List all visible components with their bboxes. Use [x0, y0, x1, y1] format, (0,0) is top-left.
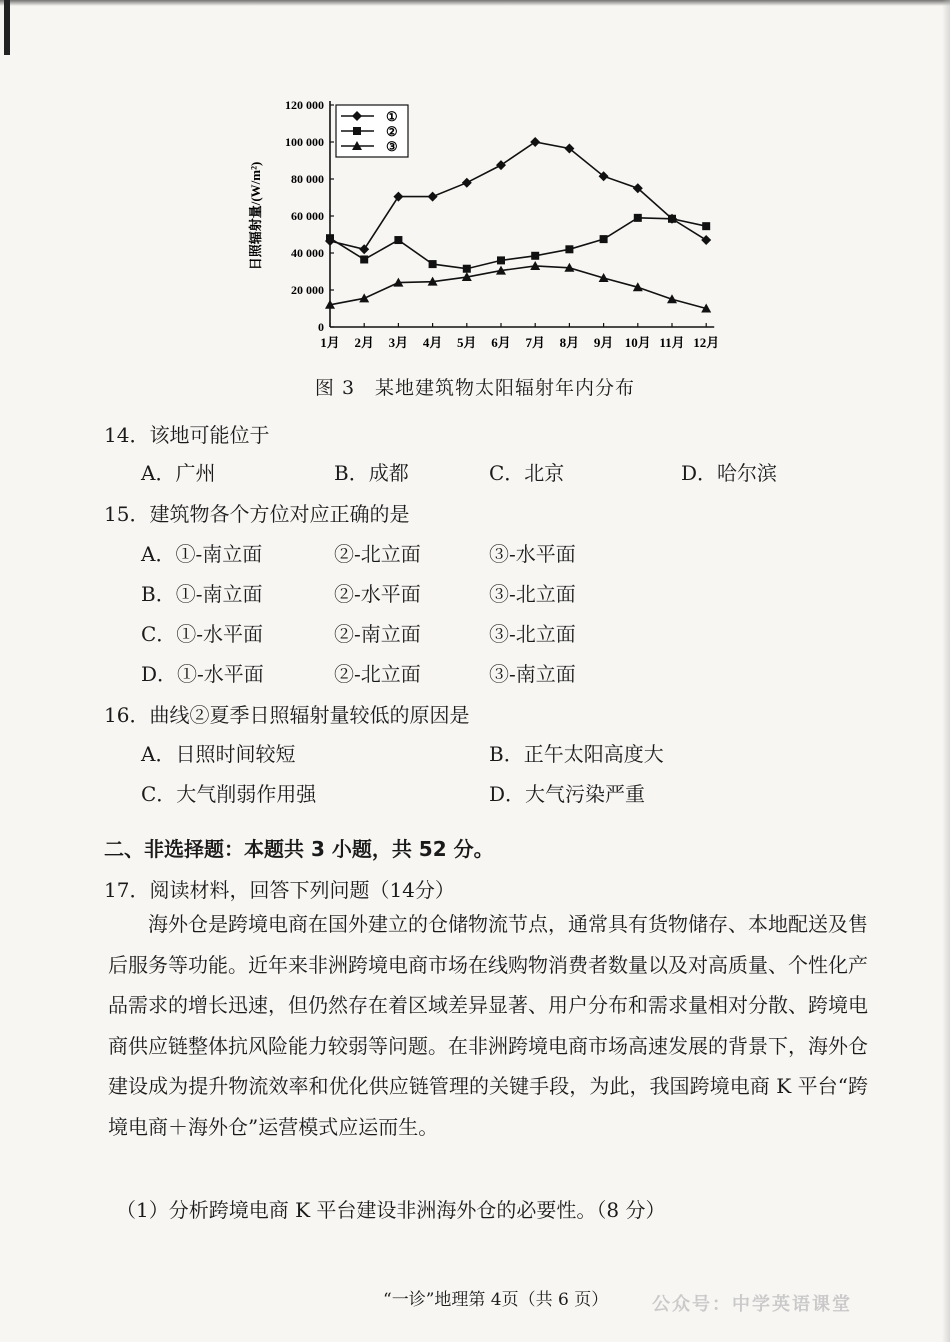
x-tick-label: 11月 [659, 335, 685, 350]
q14-stem: 14．该地可能位于 [104, 423, 270, 447]
x-tick-label: 8月 [559, 335, 580, 350]
series-2-point [326, 234, 334, 242]
x-tick-label: 6月 [491, 335, 511, 350]
page-footer: “一诊”地理第 4页（共 6 页） [383, 1290, 609, 1310]
y-tick-label: 80 000 [291, 172, 324, 186]
q15-option-b-2: ②-水平面 [334, 582, 421, 606]
q15-option-c-2: ②-南立面 [334, 622, 421, 646]
series-2-point [634, 214, 642, 222]
y-tick-label: 60 000 [291, 209, 324, 223]
q15-option-d-1: D．①-水平面 [141, 662, 264, 686]
watermark: 公众号：中学英语课堂 [652, 1294, 852, 1315]
q15-option-d-2: ②-北立面 [334, 662, 421, 686]
figure-caption: 图 3 某地建筑物太阳辐射年内分布 [314, 377, 636, 399]
q14-option-b: B．成都 [334, 461, 409, 485]
q16-option-a: A．日照时间较短 [141, 742, 296, 766]
x-tick-label: 12月 [693, 335, 720, 350]
scan-edge-left [4, 0, 10, 55]
q15-option-b-3: ③-北立面 [489, 582, 576, 606]
scan-edge-right [942, 0, 950, 1342]
y-tick-label: 20 000 [291, 283, 324, 297]
x-tick-label: 7月 [525, 335, 545, 350]
y-tick-label: 0 [318, 320, 324, 334]
q16-option-d: D．大气污染严重 [489, 782, 646, 806]
q14-option-a: A．广州 [141, 461, 216, 485]
q15-option-c-3: ③-北立面 [489, 622, 576, 646]
x-tick-label: 2月 [354, 335, 374, 350]
series-2-point [702, 222, 710, 230]
q15-option-a-3: ③-水平面 [489, 542, 576, 566]
series-1-point [393, 192, 403, 202]
series-3-point [359, 293, 369, 302]
scan-edge-top [0, 0, 950, 6]
y-tick-label: 120 000 [285, 98, 324, 112]
series-1-point [428, 192, 438, 202]
legend-label: ① [386, 109, 398, 124]
series-1-point [359, 244, 369, 254]
q15-stem: 15．建筑物各个方位对应正确的是 [104, 502, 410, 526]
legend-label: ③ [386, 139, 398, 154]
q15-option-a-2: ②-北立面 [334, 542, 421, 566]
series-2-point [429, 260, 437, 268]
series-2-point [497, 256, 505, 264]
series-2-point [394, 236, 402, 244]
series-2-point [565, 245, 573, 253]
q14-option-c: C．北京 [489, 461, 565, 485]
series-line-1 [330, 142, 706, 249]
q15-option-a-1: A．①-南立面 [141, 542, 263, 566]
q15-option-b-1: B．①-南立面 [141, 582, 263, 606]
q14-option-d: D．哈尔滨 [681, 461, 778, 485]
x-tick-label: 4月 [422, 335, 443, 350]
x-tick-label: 3月 [388, 335, 409, 350]
q16-option-b: B．正午太阳高度大 [489, 742, 664, 766]
q16-stem: 16．曲线②夏季日照辐射量较低的原因是 [104, 703, 470, 727]
series-1-point [701, 235, 711, 245]
q17-material-text: 海外仓是跨境电商在国外建立的仓储物流节点，通常具有货物储存、本地配送及售后服务等功能。近年来非洲跨境电商市场在线购物消费者数量以及对高质量、个性化产品需求的增长迅速，但仍然存在着区域差异显著、用户分布和需求量相对分散、跨境电商供应链整体抗风险能力较弱等问题。在非洲跨境电商市场高速发展的背景下，海外仓建设成为提升物流效率和优化供应链管理的关键手段，为此，我国跨境电商 K 平台“跨境电商＋海外仓”运营模式应运而生。 [108, 912, 868, 1139]
series-line-3 [330, 266, 706, 309]
q17-subquestion-1: （1）分析跨境电商 K 平台建设非洲海外仓的必要性。（8 分） [116, 1198, 666, 1222]
x-tick-label: 5月 [457, 335, 477, 350]
legend-marker [353, 127, 361, 135]
series-2-point [531, 252, 539, 260]
x-tick-label: 9月 [593, 335, 614, 350]
q17-material [108, 904, 868, 1147]
series-2-point [463, 265, 471, 273]
series-2-point [600, 235, 608, 243]
series-2-point [360, 255, 368, 263]
q16-option-c: C．大气削弱作用强 [141, 782, 317, 806]
x-tick-label: 1月 [320, 335, 340, 350]
x-tick-label: 10月 [624, 335, 651, 350]
series-1-point [462, 178, 472, 188]
radiation-line-chart [230, 90, 740, 362]
y-tick-label: 100 000 [285, 135, 324, 149]
y-tick-label: 40 000 [291, 246, 324, 260]
legend-label: ② [386, 124, 398, 139]
section-heading: 二、非选择题：本题共 3 小题，共 52 分。 [104, 837, 494, 861]
series-1-point [496, 160, 506, 170]
q17-stem: 17．阅读材料，回答下列问题（14分） [104, 878, 455, 902]
series-1-point [530, 137, 540, 147]
q15-option-d-3: ③-南立面 [489, 662, 576, 686]
series-line-2 [330, 218, 706, 269]
q15-option-c-1: C．①-水平面 [141, 622, 264, 646]
series-2-point [668, 215, 676, 223]
y-axis-label: 日照辐射量/(W/m²) [248, 161, 263, 271]
